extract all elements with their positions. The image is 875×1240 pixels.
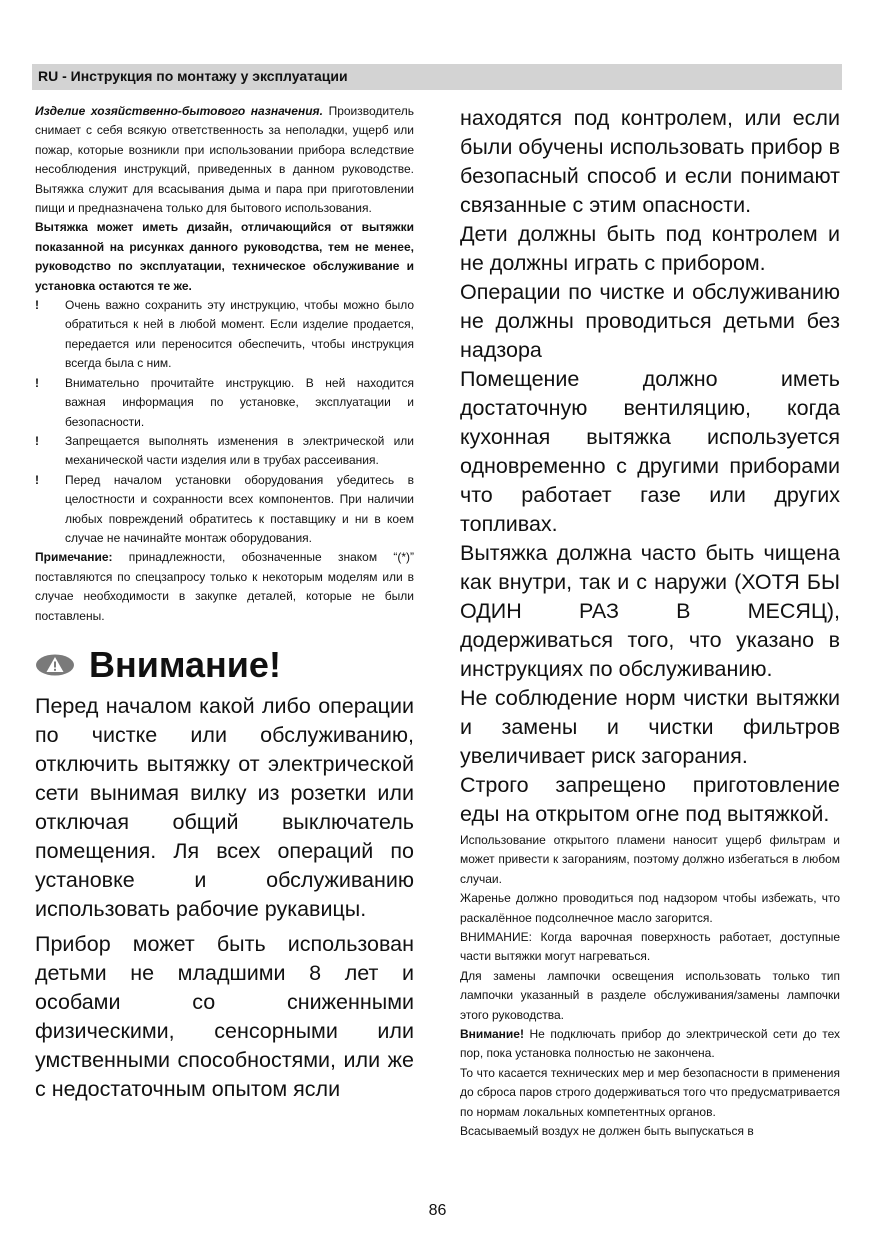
warning-title: Внимание! — [89, 643, 281, 685]
frying-note: Жаренье должно проводиться под надзором чтобы избежать, что раскалённое подсолнечное масло загорится. — [460, 891, 840, 925]
supervision-paragraph: находятся под контролем, или если были обучены использовать прибор в безопасный способ и если понимают связанные с этим опасности. — [460, 106, 840, 217]
note-text: принадлежности, обозначенные знаком “(*)” поставляются по спецзапросу только к некоторым моделям или в случае необходимости в закупке деталей, которые не были поставлены. — [35, 550, 414, 623]
connection-warning — [460, 1025, 840, 1064]
warning-triangle-icon — [35, 654, 75, 676]
connection-warning-text: Не подключать прибор до электрической сети до тех пор, пока установка полностью не закончена. — [460, 1027, 840, 1061]
left-column — [35, 102, 414, 1104]
lamp-replacement-note: Для замены лампочки освещения использовать только тип лампочки указанный в разделе обслуживания/замены лампочки этого руководства. — [460, 968, 840, 1022]
right-column — [460, 104, 840, 1142]
note-label: Примечание: — [35, 550, 113, 565]
fire-risk-paragraph: Не соблюдение норм чистки вытяжки и замены и чистки фильтров увеличивает риск загорания. — [460, 686, 840, 768]
intro-paragraph — [35, 102, 414, 218]
bullet-item — [35, 296, 414, 374]
section-header-title: RU - Инструкция по монтажу у эксплуатации — [38, 68, 348, 84]
exclamation-icon: ! — [35, 433, 39, 448]
safety-paragraph: Перед началом какой либо операции по чистке или обслуживанию, отключить вытяжку от электрической сети вынимая вилку из розетки или отключая общий выключатель помещения. Ля всех операций по установке и обслуживанию использовать рабочие рукавицы. — [35, 693, 414, 921]
hot-surface-note: ВНИМАНИЕ: Когда варочная поверхность работает, доступные части вытяжки могут нагреваться. — [460, 930, 840, 964]
section-header — [32, 64, 842, 90]
bullet-text: Запрещается выполнять изменения в электрической или механической части изделия или в трубах рассеивания. — [65, 433, 414, 468]
cleaning-children-paragraph: Операции по чистке и обслуживанию не должны проводиться детьми без надзора — [460, 280, 840, 362]
bullet-text: Перед началом установки оборудования убедитесь в целостности и сохранности всех компонентов. При наличии любых повреждений обратитесь к поставщику и ни в коем случае не начинайте монтаж оборудования. — [65, 472, 414, 545]
children-paragraph: Прибор может быть использован детьми не младшими 8 лет и особами со сниженными физическими, сенсорными или умственными способностями, или же с недостаточным опытом ясли — [35, 931, 414, 1101]
open-flame-note: Использование открытого пламени наносит ущерб фильтрам и может привести к загораниям, поэтому должно избегаться в любом случаи. — [460, 833, 840, 886]
bullet-text: Очень важно сохранить эту инструкцию, чтобы можно было обратиться к ней в любой момент. Если изделие продается, передается или переносится обеспечить, чтобы инструкция всегда была с ним. — [65, 298, 414, 371]
open-fire-paragraph: Строго запрещено приготовление еды на открытом огне под вытяжкой. — [460, 773, 840, 826]
exclamation-icon: ! — [35, 298, 39, 313]
bullet-item — [35, 471, 414, 549]
intro-text: Производитель снимает с себя всякую ответственность за неполадки, ущерб или пожар, которые возникли при использовании прибора вследствие несоблюдения инструкций, приведенных в данном руководстве. Вытяжка служит для всасывания дыма и пара при приготовлении пищи и предназначена только для бытового использования. — [35, 104, 414, 216]
warning-heading — [35, 642, 414, 688]
page-number: 86 — [428, 1202, 447, 1219]
exclamation-icon: ! — [35, 472, 39, 487]
exhaust-air-note: Всасываемый воздух не должен быть выпускаться в — [460, 1124, 754, 1139]
children-control-paragraph: Дети должны быть под контролем и не должны играть с прибором. — [460, 222, 840, 275]
bullet-item — [35, 432, 414, 471]
regulations-note: То что касается технических мер и мер безопасности в применения до сброса паров строго додерживаться того что предусматривается по нормам локальных компетентных органов. — [460, 1065, 840, 1119]
intro-lead: Изделие хозяйственно-бытового назначения. — [35, 104, 323, 118]
ventilation-paragraph: Помещение должно иметь достаточную вентиляцию, когда кухонная вытяжка используется одновременно с другими приборами что работает газе или других топливах. — [460, 367, 840, 536]
accessory-note — [35, 548, 414, 626]
cleaning-frequency-paragraph: Вытяжка должна часто быть чищена как внутри, так и с наружи (ХОТЯ БЫ ОДИН РАЗ В МЕСЯЦ), додерживаться того, что указано в инструкциях по обслуживанию. — [460, 541, 840, 681]
bullet-text: Внимательно прочитайте инструкцию. В ней находится важная информация по установке, эксплуатации и безопасности. — [65, 375, 414, 429]
design-note: Вытяжка может иметь дизайн, отличающийся от вытяжки показанной на рисунках данного руководства, тем не менее, руководство по эксплуатации, техническое обслуживание и установка остаются те же. — [35, 220, 414, 293]
bullet-item — [35, 374, 414, 432]
exclamation-icon: ! — [35, 375, 39, 390]
connection-warning-label: Внимание! — [460, 1027, 524, 1042]
